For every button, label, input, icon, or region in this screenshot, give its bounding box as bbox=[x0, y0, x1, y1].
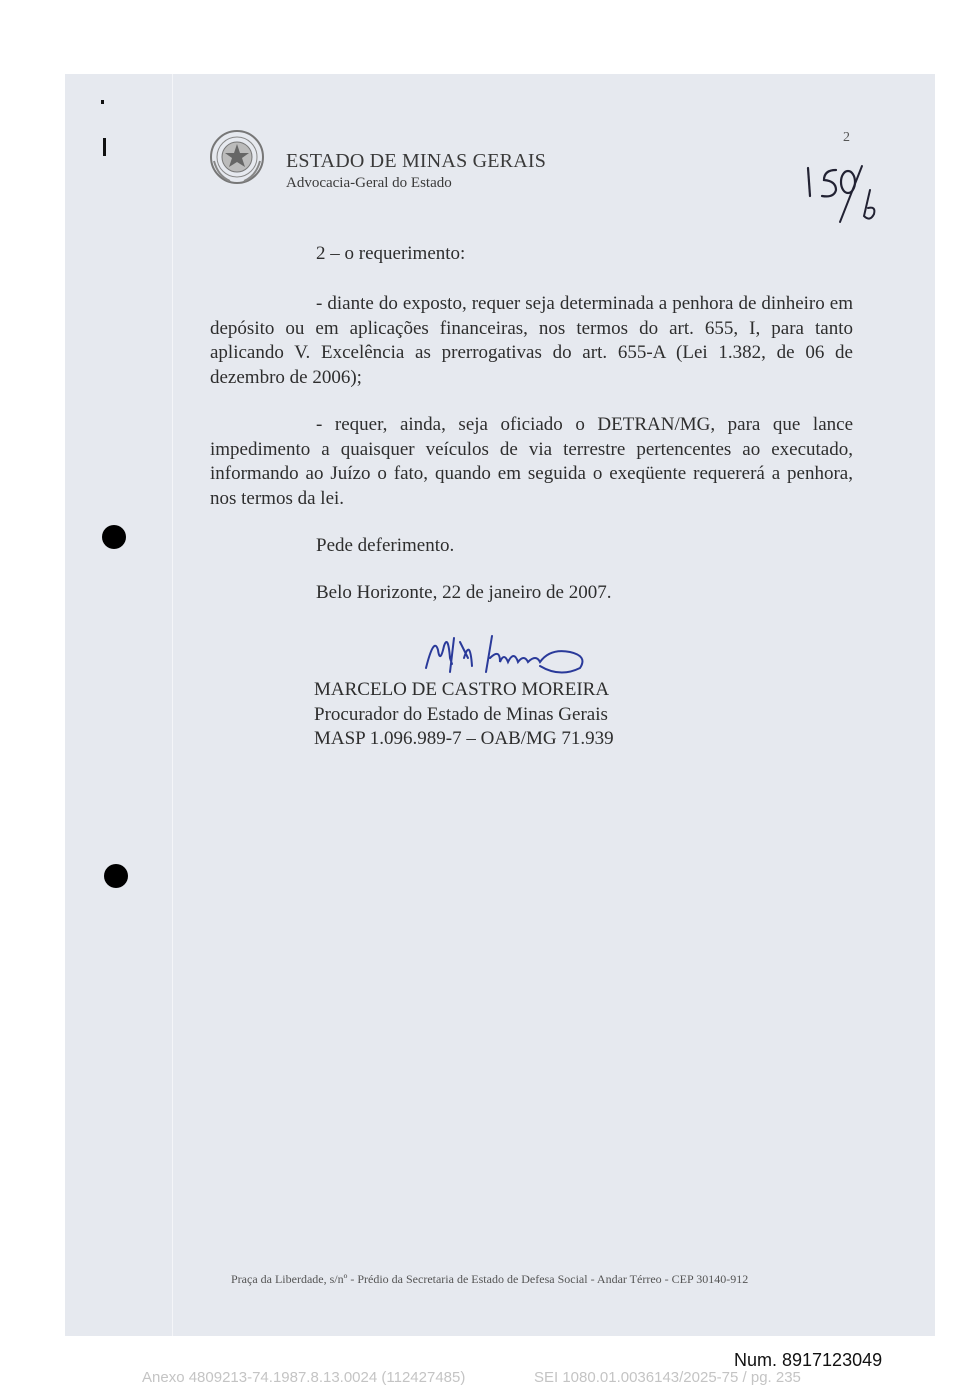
signer-name: MARCELO DE CASTRO MOREIRA bbox=[314, 679, 610, 700]
paragraph-text: - diante do exposto, requer seja determinada a penhora de dinheiro em depósito ou em aplicações financeiras, nos termos do art. 655, I, para tanto aplicando V. Excelência as prerrogativas do art. 655-A (Lei 1.382, de 06 de dezembro de 2006); bbox=[210, 293, 853, 388]
scan-speck bbox=[101, 100, 104, 104]
scan-fold-line bbox=[172, 74, 173, 1336]
handwritten-signature bbox=[420, 628, 600, 680]
organization-subtitle: Advocacia-Geral do Estado bbox=[286, 175, 452, 191]
page-number: 2 bbox=[843, 130, 850, 145]
body-paragraph-1 bbox=[210, 292, 853, 390]
paragraph-text: - requer, ainda, seja oficiado o DETRAN/MG, para que lance impedimento a quaisquer veículos de via terrestre pertencentes ao executado, informando ao Juízo o fato, quando em seguida o exeqüente requererá a penhora, nos termos da lei. bbox=[210, 414, 853, 509]
punch-hole-upper bbox=[102, 525, 126, 549]
place-date: Belo Horizonte, 22 de janeiro de 2007. bbox=[316, 582, 612, 603]
body-paragraph-2 bbox=[210, 413, 853, 511]
organization-name: ESTADO DE MINAS GERAIS bbox=[286, 150, 547, 172]
punch-hole-lower bbox=[104, 864, 128, 888]
signer-title: Procurador do Estado de Minas Gerais bbox=[314, 703, 608, 725]
state-seal-icon bbox=[208, 128, 266, 186]
section-heading: 2 – o requerimento: bbox=[316, 243, 466, 264]
footer-address: Praça da Liberdade, s/nº - Prédio da Secretaria de Estado de Defesa Social - Andar Térreo - CEP 30140-912 bbox=[231, 1272, 749, 1286]
sei-reference: SEI 1080.01.0036143/2025-75 / pg. 235 bbox=[534, 1369, 801, 1386]
handwritten-folio-number bbox=[800, 160, 890, 228]
annex-reference: Anexo 4809213-74.1987.8.13.0024 (112427485) bbox=[142, 1369, 466, 1386]
signature-block bbox=[314, 678, 614, 752]
document-number-stamp: Num. 8917123049 bbox=[734, 1350, 883, 1370]
scan-speck bbox=[103, 138, 106, 156]
closing-text: Pede deferimento. bbox=[316, 535, 455, 556]
signer-registration: MASP 1.096.989-7 – OAB/MG 71.939 bbox=[314, 728, 614, 749]
